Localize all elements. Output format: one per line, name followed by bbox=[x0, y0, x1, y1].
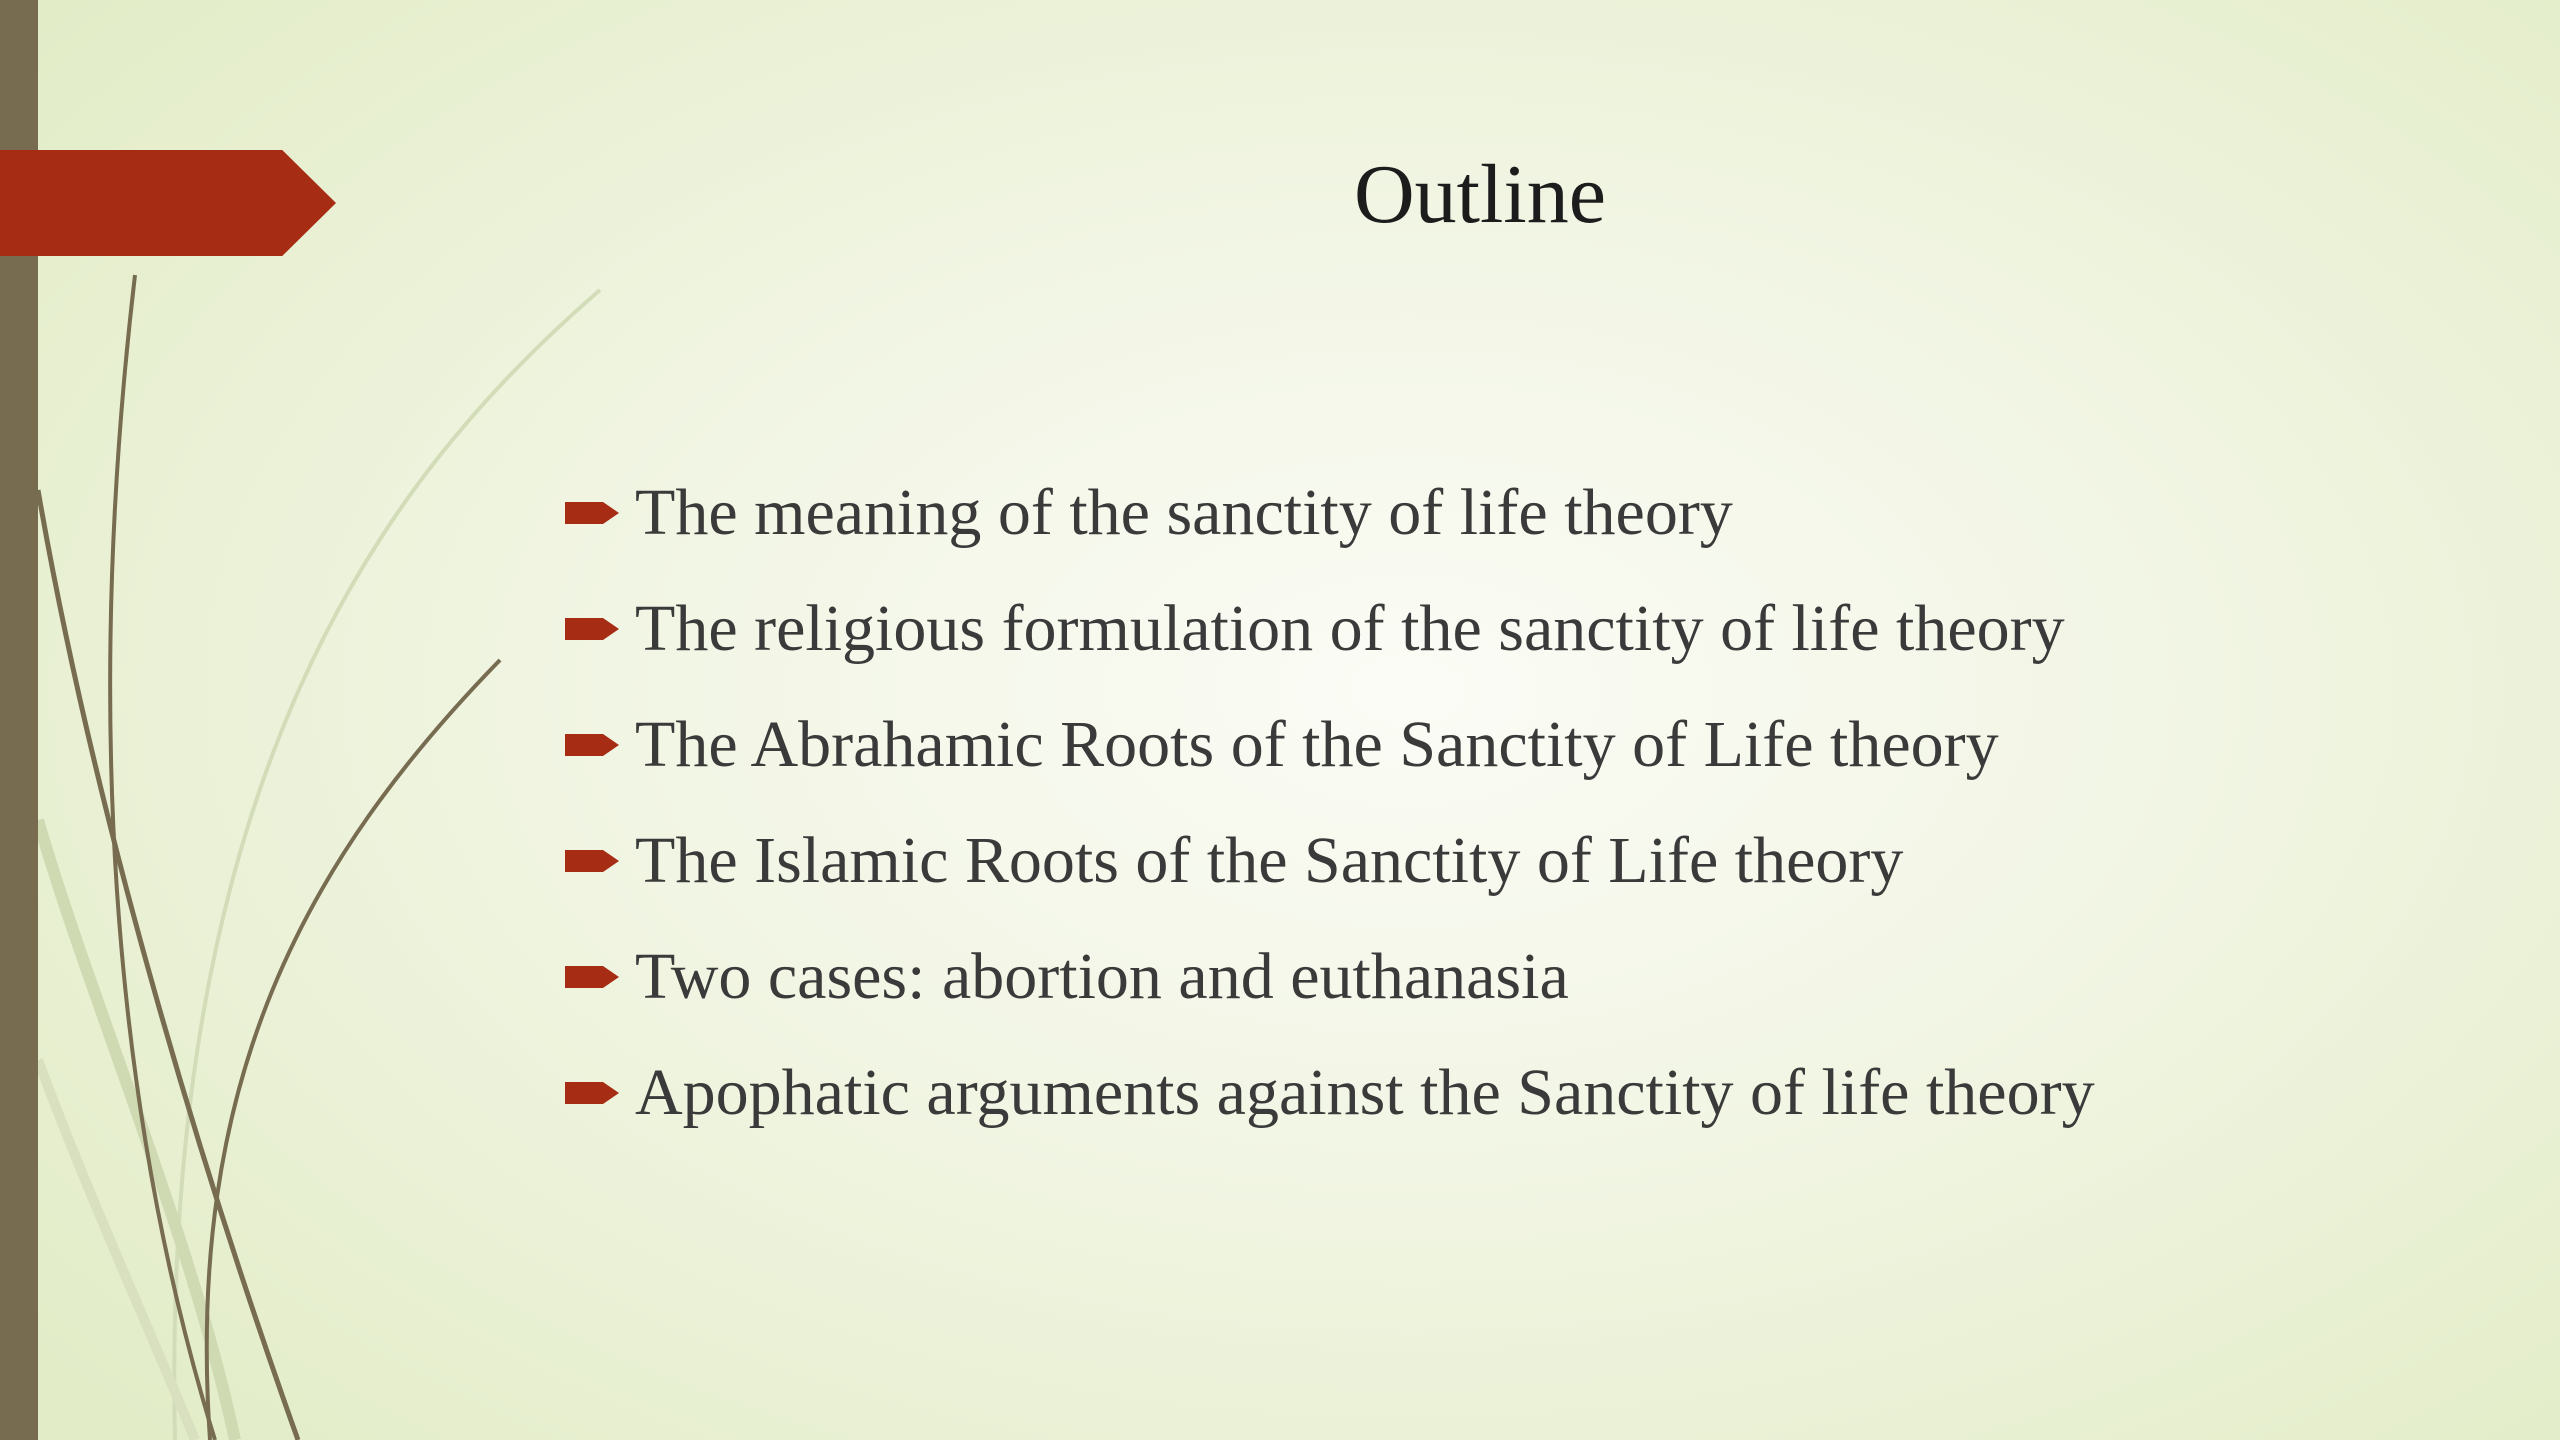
bullet-item bbox=[565, 687, 2465, 803]
bullet-list bbox=[565, 455, 2465, 1151]
slide-title: Outline bbox=[1354, 148, 1606, 241]
bullet-item bbox=[565, 571, 2465, 687]
bullet-text: The Abrahamic Roots of the Sanctity of Life theory bbox=[635, 708, 1999, 781]
bullet-text: The Islamic Roots of the Sanctity of Life theory bbox=[635, 824, 1904, 897]
bullet-text: Apophatic arguments against the Sanctity of life theory bbox=[635, 1056, 2095, 1129]
bullet-text: The meaning of the sanctity of life theory bbox=[635, 476, 1733, 549]
bullet-text: Two cases: abortion and euthanasia bbox=[635, 940, 1569, 1013]
bullet-item bbox=[565, 1035, 2465, 1151]
arrow-bullet-icon bbox=[565, 1077, 621, 1109]
arrow-bullet-icon bbox=[565, 497, 621, 529]
bullet-item bbox=[565, 455, 2465, 571]
arrow-bullet-icon bbox=[565, 961, 621, 993]
bullet-item bbox=[565, 919, 2465, 1035]
arrow-bullet-icon bbox=[565, 729, 621, 761]
bullet-text: The religious formulation of the sanctity of life theory bbox=[635, 592, 2065, 665]
bullet-item bbox=[565, 803, 2465, 919]
arrow-bullet-icon bbox=[565, 613, 621, 645]
arrow-bullet-icon bbox=[565, 845, 621, 877]
title-tab-arrow bbox=[0, 150, 336, 256]
